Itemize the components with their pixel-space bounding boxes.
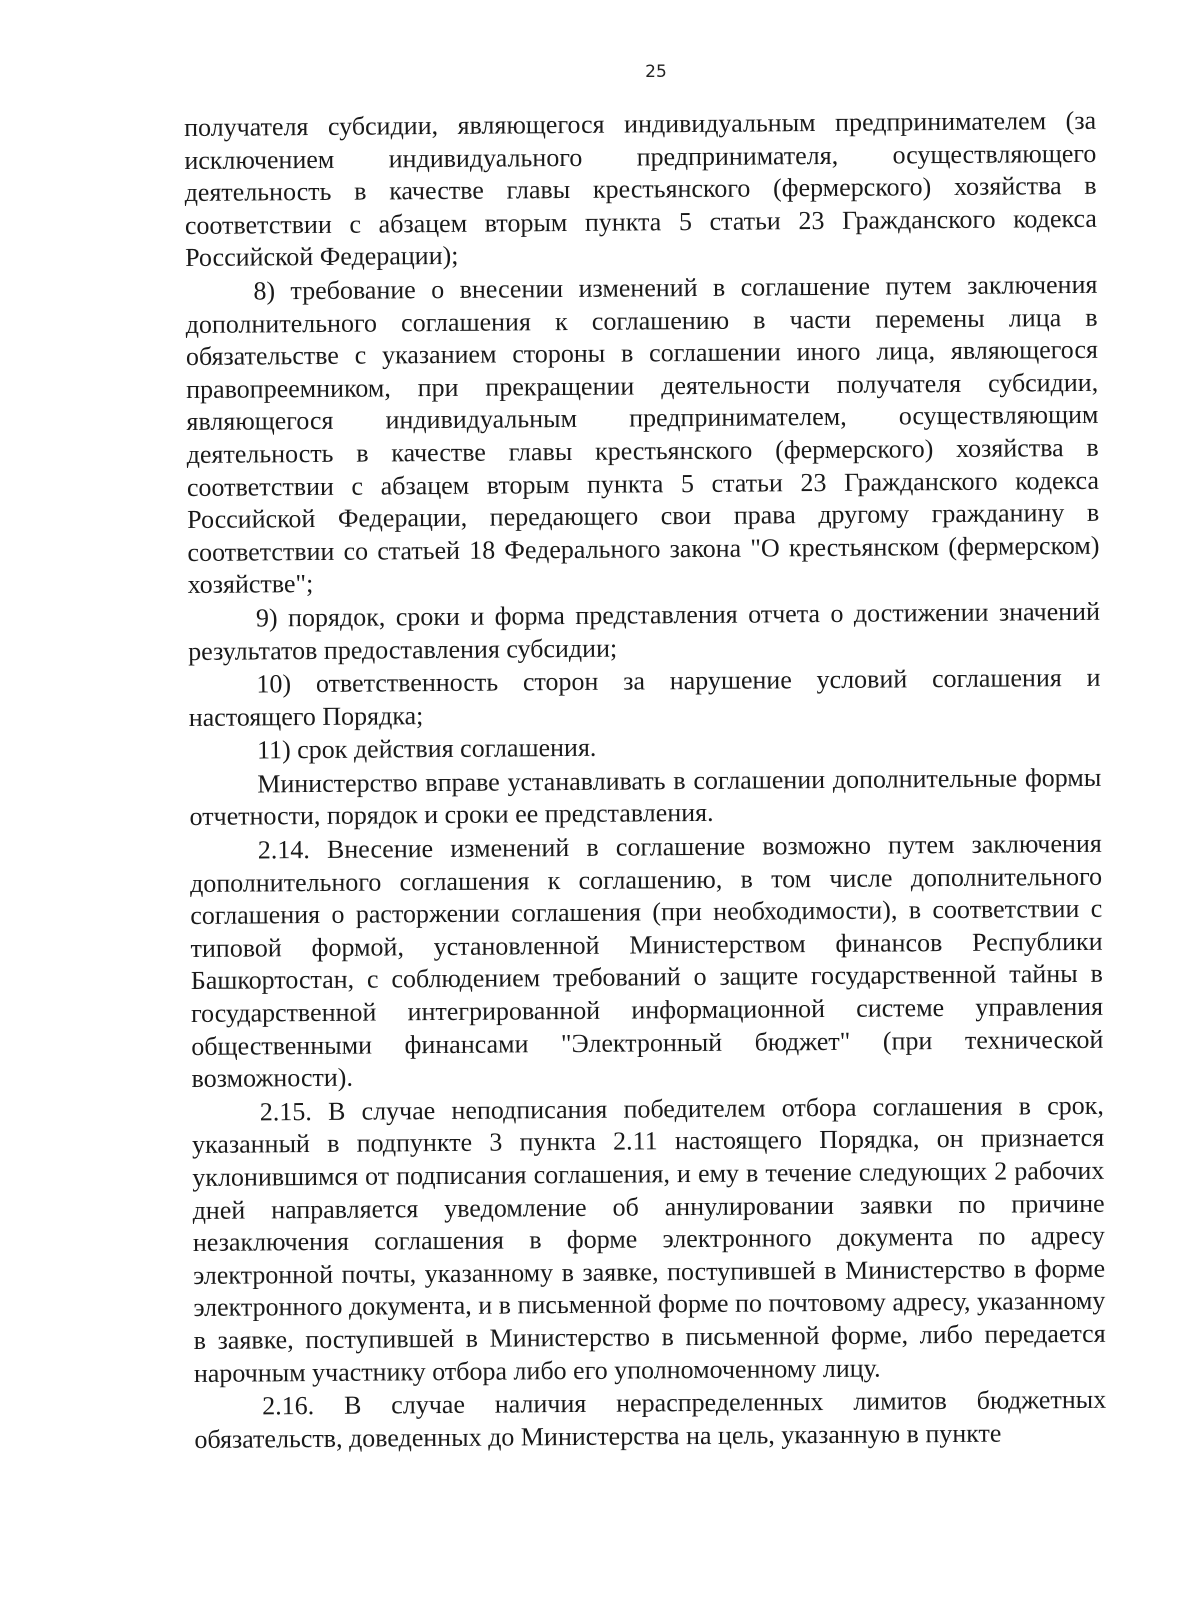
paragraph-2-14: 2.14. Внесение изменений в соглашение возможно путем заключения дополнительного соглашения к соглашению, в том числе дополнительного соглашения о расторжении соглашения (при необходимости), в соответствии с типовой формой, установленной Министерством финансов Республики Башкортостан, с соблюдением требований о защите государственной тайны в государственной интегрированной информационной системе управления общественными финансами "Электронный бюджет" (при технической возможности). xyxy=(189,828,1104,1094)
document-body xyxy=(184,105,1107,1456)
page-number: 25 xyxy=(645,62,667,82)
paragraph-2-16: 2.16. В случае наличия нераспределенных лимитов бюджетных обязательств, доведенных до Министерства на цель, указанную в пункте xyxy=(194,1384,1107,1454)
paragraph-2-15: 2.15. В случае неподписания победителем отбора соглашения в срок, указанный в подпункте 3 пункта 2.11 настоящего Порядка, он признается уклонившимся от подписания соглашения, и ему в течение следующих 2 рабочих дней направляется уведомление об аннулировании заявки по причине незаключения соглашения в форме электронного документа по адресу электронной почты, указанному в заявке, поступившей в Министерство в форме электронного документа, и в письменной форме по почтовому адресу, указанному в заявке, поступившей в Министерство в письменной форме, либо передается нарочным участнику отбора либо его уполномоченному лицу. xyxy=(191,1090,1106,1388)
paragraph-item-8: 8) требование о внесении изменений в соглашение путем заключения дополнительного соглашения к соглашению в части перемены лица в обязательстве с указанием стороны в соглашении иного лица, являющегося правопреемником, при прекращении деятельности получателя субсидии, являющегося индивидуальным предпринимателем, осуществляющим деятельность в качестве главы крестьянского (фермерского) хозяйства в соответствии с абзацем вторым пункта 5 статьи 23 Гражданского кодекса Российской Федерации, передающего свои права другому гражданину в соответствии со статьей 18 Федерального закона "О крестьянском (фермерском) хозяйстве"; xyxy=(185,269,1100,600)
paragraph-item-9: 9) порядок, сроки и форма представления отчета о достижении значений результатов предоставления субсидии; xyxy=(188,596,1101,666)
paragraph-item-10: 10) ответственность сторон за нарушение условий соглашения и настоящего Порядка; xyxy=(188,662,1101,732)
paragraph-ministry-rights: Министерство вправе устанавливать в соглашении дополнительные формы отчетности, порядок и сроки ее представления. xyxy=(189,762,1102,832)
paragraph-item-11: 11) срок действия соглашения. xyxy=(256,733,597,765)
paragraph-continuation: получателя субсидии, являющегося индивидуальным предпринимателем (за исключением индивидуального предпринимателя, осуществляющего деятельность в качестве главы крестьянского (фермерского) хозяйства в соответствии с абзацем вторым пункта 5 статьи 23 Гражданского кодекса Российской Федерации); xyxy=(184,105,1097,273)
